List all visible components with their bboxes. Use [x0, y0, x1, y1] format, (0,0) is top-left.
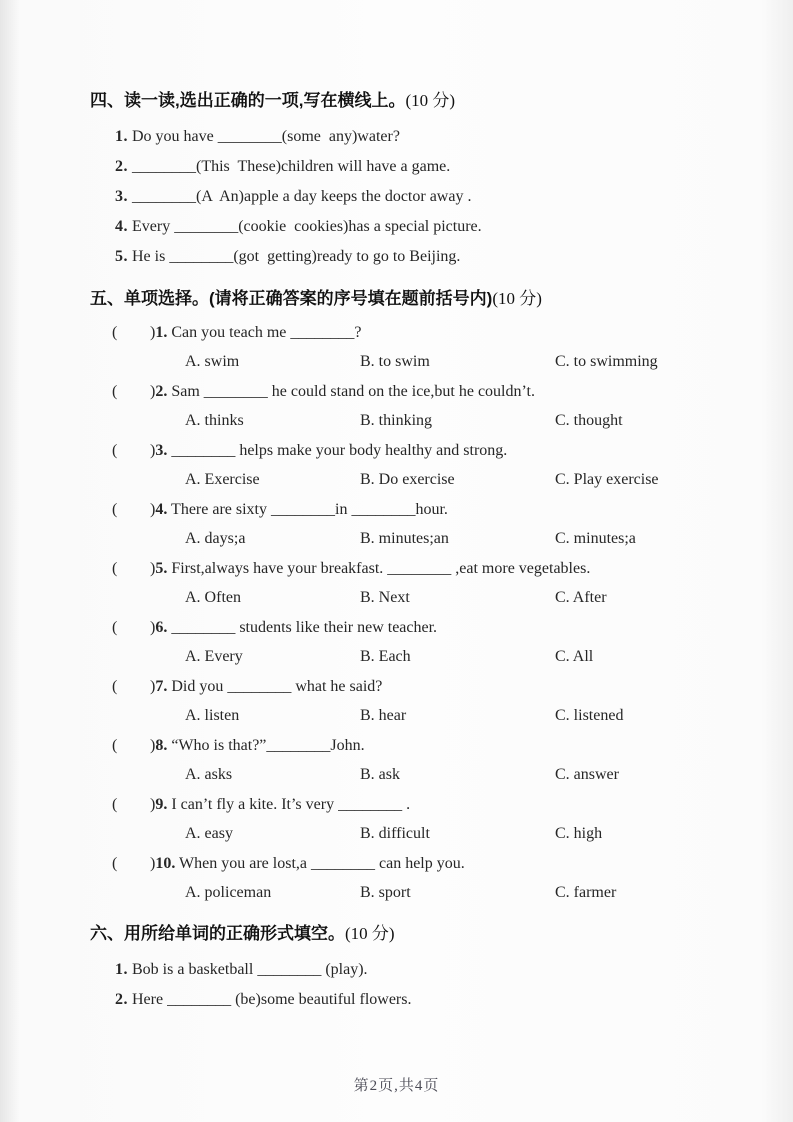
fill-item-5 — [115, 242, 723, 272]
option-b: B. Next — [360, 589, 410, 606]
option-c: C. answer — [555, 766, 619, 783]
option-b: B. Each — [360, 648, 411, 665]
mc-question-6 — [90, 613, 723, 671]
section-5-questions — [90, 318, 723, 907]
option-a: A. easy — [185, 825, 233, 842]
item-number: 2. — [115, 158, 128, 175]
answer-bracket-close: ) — [150, 383, 156, 400]
fill-item-4 — [115, 212, 723, 242]
item-text: ________(A An)apple a day keeps the doctor away . — [128, 188, 472, 205]
options-row — [90, 583, 723, 612]
question-number: 9. — [155, 796, 168, 813]
answer-bracket-open: ( — [112, 855, 118, 872]
mc-question-5 — [90, 554, 723, 612]
option-b: B. minutes;an — [360, 530, 449, 547]
section-4-heading — [90, 88, 723, 114]
option-a: A. Often — [185, 589, 241, 606]
option-c: C. farmer — [555, 884, 617, 901]
answer-bracket-close: ) — [150, 501, 156, 518]
item-number: 3. — [115, 188, 128, 205]
question-number: 2. — [155, 383, 168, 400]
option-c: C. listened — [555, 707, 624, 724]
options-row — [90, 878, 723, 907]
option-c: C. thought — [555, 412, 623, 429]
question-text: I can’t fly a kite. It’s very ________ . — [167, 796, 411, 813]
question-line — [90, 318, 723, 347]
fill-item-1 — [115, 955, 723, 985]
option-a: A. days;a — [185, 530, 246, 547]
answer-bracket-close: ) — [150, 619, 156, 636]
question-line — [90, 849, 723, 878]
question-text: There are sixty ________in ________hour. — [167, 501, 448, 518]
mc-question-7 — [90, 672, 723, 730]
question-line — [90, 790, 723, 819]
option-b: B. hear — [360, 707, 407, 724]
option-a: A. policeman — [185, 884, 272, 901]
item-number: 1. — [115, 128, 128, 145]
section-4-items — [115, 122, 723, 272]
item-number: 4. — [115, 218, 128, 235]
answer-bracket-close: ) — [150, 560, 156, 577]
question-line — [90, 613, 723, 642]
answer-bracket-open: ( — [112, 678, 118, 695]
question-text: ________ helps make your body healthy and strong. — [167, 442, 508, 459]
fill-item-2 — [115, 985, 723, 1015]
option-a: A. Every — [185, 648, 243, 665]
answer-bracket-close: ) — [150, 678, 156, 695]
options-row — [90, 819, 723, 848]
question-number: 5. — [155, 560, 168, 577]
options-row — [90, 524, 723, 553]
question-text: Can you teach me ________? — [167, 324, 362, 341]
question-line — [90, 672, 723, 701]
section-6-title: 六、用所给单词的正确形式填空。 — [90, 924, 345, 943]
options-row — [90, 701, 723, 730]
question-number: 8. — [155, 737, 168, 754]
question-text: Did you ________ what he said? — [167, 678, 383, 695]
option-c: C. After — [555, 589, 607, 606]
mc-question-9 — [90, 790, 723, 848]
answer-bracket-open: ( — [112, 737, 118, 754]
options-row — [90, 465, 723, 494]
option-a: A. listen — [185, 707, 240, 724]
item-number: 5. — [115, 248, 128, 265]
question-number: 7. — [155, 678, 168, 695]
question-line — [90, 377, 723, 406]
question-number: 4. — [155, 501, 168, 518]
answer-bracket-open: ( — [112, 324, 118, 341]
item-text: Do you have ________(some any)water? — [128, 128, 400, 145]
section-5 — [90, 286, 723, 907]
answer-bracket-open: ( — [112, 619, 118, 636]
answer-bracket-open: ( — [112, 796, 118, 813]
options-row — [90, 642, 723, 671]
question-text: Sam ________ he could stand on the ice,but he couldn’t. — [167, 383, 535, 400]
answer-bracket-close: ) — [150, 324, 156, 341]
mc-question-4 — [90, 495, 723, 553]
mc-question-2 — [90, 377, 723, 435]
item-number: 1. — [115, 961, 128, 978]
option-c: C. high — [555, 825, 603, 842]
options-row — [90, 760, 723, 789]
option-c: C. minutes;a — [555, 530, 636, 547]
section-4-score: (10 分) — [405, 91, 456, 110]
answer-bracket-open: ( — [112, 501, 118, 518]
mc-question-1 — [90, 318, 723, 376]
question-number: 10. — [155, 855, 176, 872]
mc-question-3 — [90, 436, 723, 494]
option-c: C. to swimming — [555, 353, 658, 370]
question-line — [90, 554, 723, 583]
section-4 — [90, 88, 723, 272]
option-c: C. Play exercise — [555, 471, 659, 488]
section-6-items — [115, 955, 723, 1015]
mc-question-8 — [90, 731, 723, 789]
section-5-title: 五、单项选择。(请将正确答案的序号填在题前括号内) — [90, 289, 493, 308]
question-line — [90, 495, 723, 524]
option-b: B. sport — [360, 884, 411, 901]
option-c: C. All — [555, 648, 594, 665]
fill-item-2 — [115, 152, 723, 182]
option-a: A. swim — [185, 353, 240, 370]
option-b: B. difficult — [360, 825, 430, 842]
option-a: A. asks — [185, 766, 233, 783]
item-text: He is ________(got getting)ready to go to Beijing. — [128, 248, 461, 265]
section-5-heading — [90, 286, 723, 312]
option-b: B. thinking — [360, 412, 433, 429]
question-number: 1. — [155, 324, 168, 341]
mc-question-10 — [90, 849, 723, 907]
option-b: B. ask — [360, 766, 400, 783]
section-6-heading — [90, 921, 723, 947]
answer-bracket-close: ) — [150, 855, 156, 872]
answer-bracket-open: ( — [112, 383, 118, 400]
answer-bracket-open: ( — [112, 442, 118, 459]
question-text: ________ students like their new teacher. — [167, 619, 438, 636]
option-a: A. Exercise — [185, 471, 260, 488]
fill-item-3 — [115, 182, 723, 212]
option-b: B. to swim — [360, 353, 430, 370]
answer-bracket-open: ( — [112, 560, 118, 577]
answer-bracket-close: ) — [150, 737, 156, 754]
question-text: When you are lost,a ________ can help you. — [175, 855, 465, 872]
question-text: First,always have your breakfast. ________ ,eat more vegetables. — [167, 560, 591, 577]
option-b: B. Do exercise — [360, 471, 455, 488]
question-text: “Who is that?”________John. — [167, 737, 365, 754]
item-text: ________(This These)children will have a game. — [128, 158, 451, 175]
question-line — [90, 436, 723, 465]
page-number-footer: 第2页,共4页 — [353, 1078, 440, 1094]
section-6-score: (10 分) — [345, 924, 395, 943]
section-6 — [90, 921, 723, 1015]
item-number: 2. — [115, 991, 128, 1008]
question-number: 3. — [155, 442, 168, 459]
option-a: A. thinks — [185, 412, 244, 429]
answer-bracket-close: ) — [150, 796, 156, 813]
section-5-score: (10 分) — [492, 289, 542, 308]
item-text: Every ________(cookie cookies)has a special picture. — [128, 218, 482, 235]
question-line — [90, 731, 723, 760]
question-number: 6. — [155, 619, 168, 636]
section-4-title: 四、读一读,选出正确的一项,写在横线上。 — [90, 91, 406, 110]
options-row — [90, 406, 723, 435]
fill-item-1 — [115, 122, 723, 152]
item-text: Here ________ (be)some beautiful flowers. — [128, 991, 412, 1008]
item-text: Bob is a basketball ________ (play). — [128, 961, 368, 978]
options-row — [90, 347, 723, 376]
answer-bracket-close: ) — [150, 442, 156, 459]
